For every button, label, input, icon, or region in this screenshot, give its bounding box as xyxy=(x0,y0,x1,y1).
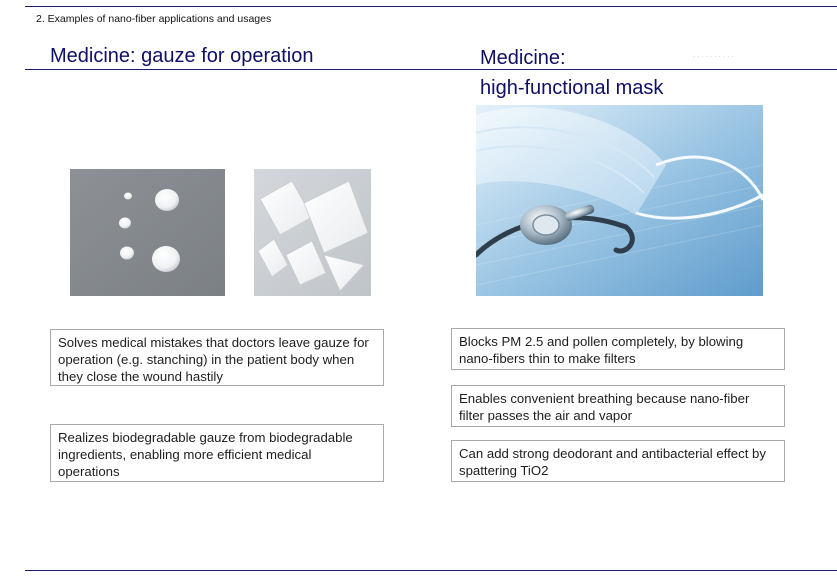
gauze-balls-photo xyxy=(70,169,225,296)
right-note-3: Can add strong deodorant and antibacterial effect by spattering TiO2 xyxy=(451,440,785,482)
faint-watermark-text: · · · · · · · · · · xyxy=(693,54,734,60)
top-rule xyxy=(25,6,837,7)
gauze-balls-illustration xyxy=(70,169,225,296)
mask-stethoscope-photo xyxy=(476,105,763,296)
right-title-line2: high-functional mask xyxy=(480,77,664,99)
left-note-1: Solves medical mistakes that doctors leave gauze for operation (e.g. stanching) in the patient body when they close the wound hastily xyxy=(50,329,384,386)
bottom-rule xyxy=(25,570,837,571)
gauze-pads-photo xyxy=(254,169,371,296)
title-rule xyxy=(25,69,837,70)
right-title-line1: Medicine: xyxy=(480,47,566,69)
right-note-2: Enables convenient breathing because nano-fiber filter passes the air and vapor xyxy=(451,385,785,427)
mask-stethoscope-illustration xyxy=(476,105,763,296)
gauze-pads-illustration xyxy=(254,169,371,296)
left-note-2: Realizes biodegradable gauze from biodegradable ingredients, enabling more efficient medical operations xyxy=(50,424,384,482)
left-title: Medicine: gauze for operation xyxy=(50,45,314,67)
section-label: 2. Examples of nano-fiber applications and usages xyxy=(36,13,272,25)
right-note-1: Blocks PM 2.5 and pollen completely, by blowing nano-fibers thin to make filters xyxy=(451,328,785,370)
